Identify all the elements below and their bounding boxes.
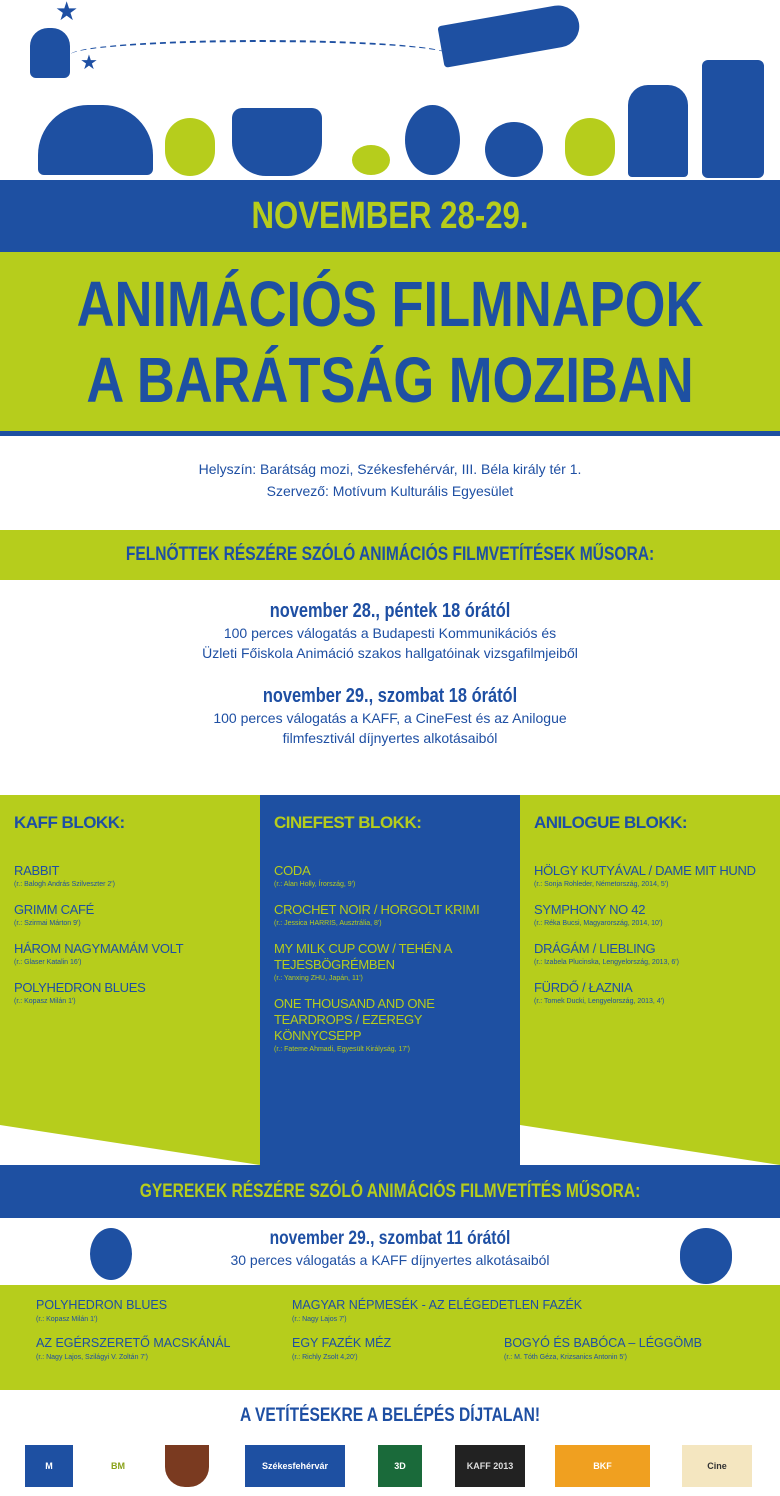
film-title: ONE THOUSAND AND ONE TEARDROPS / EZEREGY KÖNNYCSEPP: [274, 996, 435, 1043]
kid-film: [292, 1298, 582, 1323]
film-credit: (r.: M. Tóth Géza, Krizsanics Antonin 5'): [504, 1354, 627, 1361]
event-dates: NOVEMBER 28-29.: [251, 195, 529, 237]
star-icon: ★: [55, 0, 79, 26]
dates-band: [0, 180, 780, 252]
film-title: POLYHEDRON BLUES: [36, 1298, 168, 1312]
session-desc: Üzleti Főiskola Animáció szakos hallgatóinak vizsgafilmjeiből: [202, 645, 578, 661]
anilogue-block: [520, 795, 780, 1165]
sponsor-logo: BM: [100, 1445, 136, 1487]
adult-sessions: [0, 600, 780, 748]
page-subtitle: A BARÁTSÁG MOZIBAN: [86, 344, 694, 416]
film-credit: (r.: Yanxing ZHU, Japán, 11'): [274, 975, 363, 982]
giraffe-icon: [628, 85, 688, 177]
kids-heading-band: [0, 1165, 780, 1218]
film-credit: (r.: Richly Zsolt 4,20'): [292, 1354, 358, 1361]
film-title: GRIMM CAFÉ: [14, 902, 95, 917]
tractor-icon: [232, 108, 322, 176]
session-date: november 29., szombat 11 órától: [269, 1228, 511, 1249]
star-icon: ★: [80, 52, 98, 74]
adult-heading-band: [0, 530, 780, 580]
film-title: POLYHEDRON BLUES: [14, 980, 146, 995]
city-crest-logo: [165, 1445, 209, 1487]
film-credit: (r.: Réka Bucsi, Magyarország, 2014, 10'): [534, 920, 663, 927]
monkey-icon: [165, 118, 215, 176]
snail-icon: [352, 145, 390, 175]
page-title: ANIMÁCIÓS FILMNAPOK: [76, 268, 704, 340]
rocket-icon: [437, 2, 582, 68]
film-title: CODA: [274, 863, 311, 878]
film-credit: (r.: Kopasz Milán 1'): [36, 1316, 98, 1323]
film-credit: (r.: Kopasz Milán 1'): [14, 998, 76, 1005]
film-title: EGY FAZÉK MÉZ: [292, 1336, 392, 1350]
kid-film: [36, 1298, 167, 1323]
sponsor-logo: Cine: [682, 1445, 752, 1487]
header-illustration: [0, 0, 780, 180]
kid-film: [36, 1336, 230, 1361]
session: [0, 600, 780, 663]
cinefest-block: [260, 795, 520, 1165]
session-desc: filmfesztivál díjnyertes alkotásaiból: [282, 730, 498, 746]
alien-icon: [405, 105, 460, 175]
kid-film: [292, 1336, 391, 1361]
film-credit: (r.: Glaser Katalin 16'): [14, 959, 82, 966]
sponsor-logo: BKF: [555, 1445, 650, 1487]
film-title: DRÁGÁM / LIEBLING: [534, 941, 656, 956]
film-title: CROCHET NOIR / HORGOLT KRIMI: [274, 902, 480, 917]
session-date: november 28., péntek 18 órától: [269, 600, 511, 622]
session-desc: 100 perces válogatás a KAFF, a CineFest és az Anilogue: [213, 710, 567, 726]
film-title: HÖLGY KUTYÁVAL / DAME MIT HUND: [534, 863, 756, 878]
film-title: SYMPHONY NO 42: [534, 902, 646, 917]
block-title: KAFF BLOKK:: [14, 813, 125, 832]
film-credit: (r.: Nagy Lajos, Szilágyi V. Zoltán 7'): [36, 1354, 148, 1361]
film-title: MY MILK CUP COW / TEHÉN A TEJESBÖGRÉMBEN: [274, 941, 452, 972]
film-title: HÁROM NAGYMAMÁM VOLT: [14, 941, 184, 956]
venue-info: [0, 458, 780, 502]
film-title: FÜRDŐ / ŁAZNIA: [534, 980, 633, 995]
lion-icon: [485, 122, 543, 177]
sponsor-logo: KAFF 2013: [455, 1445, 525, 1487]
free-entry: A VETÍTÉSEKRE A BELÉPÉS DÍJTALAN!: [239, 1405, 541, 1426]
session-desc: 100 perces válogatás a Budapesti Kommunikációs és: [223, 625, 557, 641]
film-title: MAGYAR NÉPMESÉK - AZ ELÉGEDETLEN FAZÉK: [292, 1298, 583, 1312]
block-title: ANILOGUE BLOKK:: [534, 813, 688, 832]
robot-icon: [702, 60, 764, 178]
kid-film: [504, 1336, 702, 1361]
session: [0, 685, 780, 748]
film-credit: (r.: Izabela Plucinska, Lengyelország, 2013, 6'): [534, 959, 679, 966]
kids-films: [0, 1285, 780, 1390]
organizer: Szervező: Motívum Kulturális Egyesület: [266, 483, 514, 499]
monkey-icon: [565, 118, 615, 176]
session-desc: 30 perces válogatás a KAFF díjnyertes alkotásaiból: [230, 1252, 550, 1268]
elephant-icon: [38, 105, 153, 175]
kids-heading: GYEREKEK RÉSZÉRE SZÓLÓ ANIMÁCIÓS FILMVETÍTÉS MŰSORA:: [139, 1181, 641, 1202]
sponsor-logo: 3D: [378, 1445, 422, 1487]
sponsor-logo: M: [25, 1445, 73, 1487]
kaff-block: [0, 795, 260, 1165]
film-title: BOGYÓ ÉS BABÓCA – LÉGGÖMB: [504, 1336, 702, 1350]
kids-session: [0, 1228, 780, 1270]
film-credit: (r.: Jessica HARRIS, Ausztrália, 8'): [274, 920, 382, 927]
block-title: CINEFEST BLOKK:: [274, 813, 422, 832]
title-band: [0, 252, 780, 436]
session-date: november 29., szombat 18 órától: [262, 685, 518, 707]
film-title: AZ EGÉRSZERETŐ MACSKÁNÁL: [36, 1336, 231, 1350]
venue: Helyszín: Barátság mozi, Székesfehérvár, III. Béla király tér 1.: [198, 461, 582, 477]
astronaut-icon: [30, 28, 70, 78]
film-credit: (r.: Szirmai Márton 9'): [14, 920, 81, 927]
film-title: RABBIT: [14, 863, 60, 878]
adult-heading: FELNŐTTEK RÉSZÉRE SZÓLÓ ANIMÁCIÓS FILMVETÍTÉSEK MŰSORA:: [125, 544, 655, 565]
film-credit: (r.: Balogh András Szilveszter 2'): [14, 881, 115, 888]
film-credit: (r.: Alan Holly, Írország, 9'): [274, 881, 356, 888]
sponsor-logo: Székesfehérvár: [245, 1445, 345, 1487]
film-credit: (r.: Sonja Rohleder, Németország, 2014, 5'): [534, 881, 669, 888]
dotted-trail: [70, 40, 450, 70]
film-credit: (r.: Fateme Ahmadi, Egyesült Királyság, 17'): [274, 1046, 410, 1053]
film-credit: (r.: Nagy Lajos 7'): [292, 1316, 347, 1323]
film-credit: (r.: Tomek Ducki, Lengyelország, 2013, 4'): [534, 998, 665, 1005]
